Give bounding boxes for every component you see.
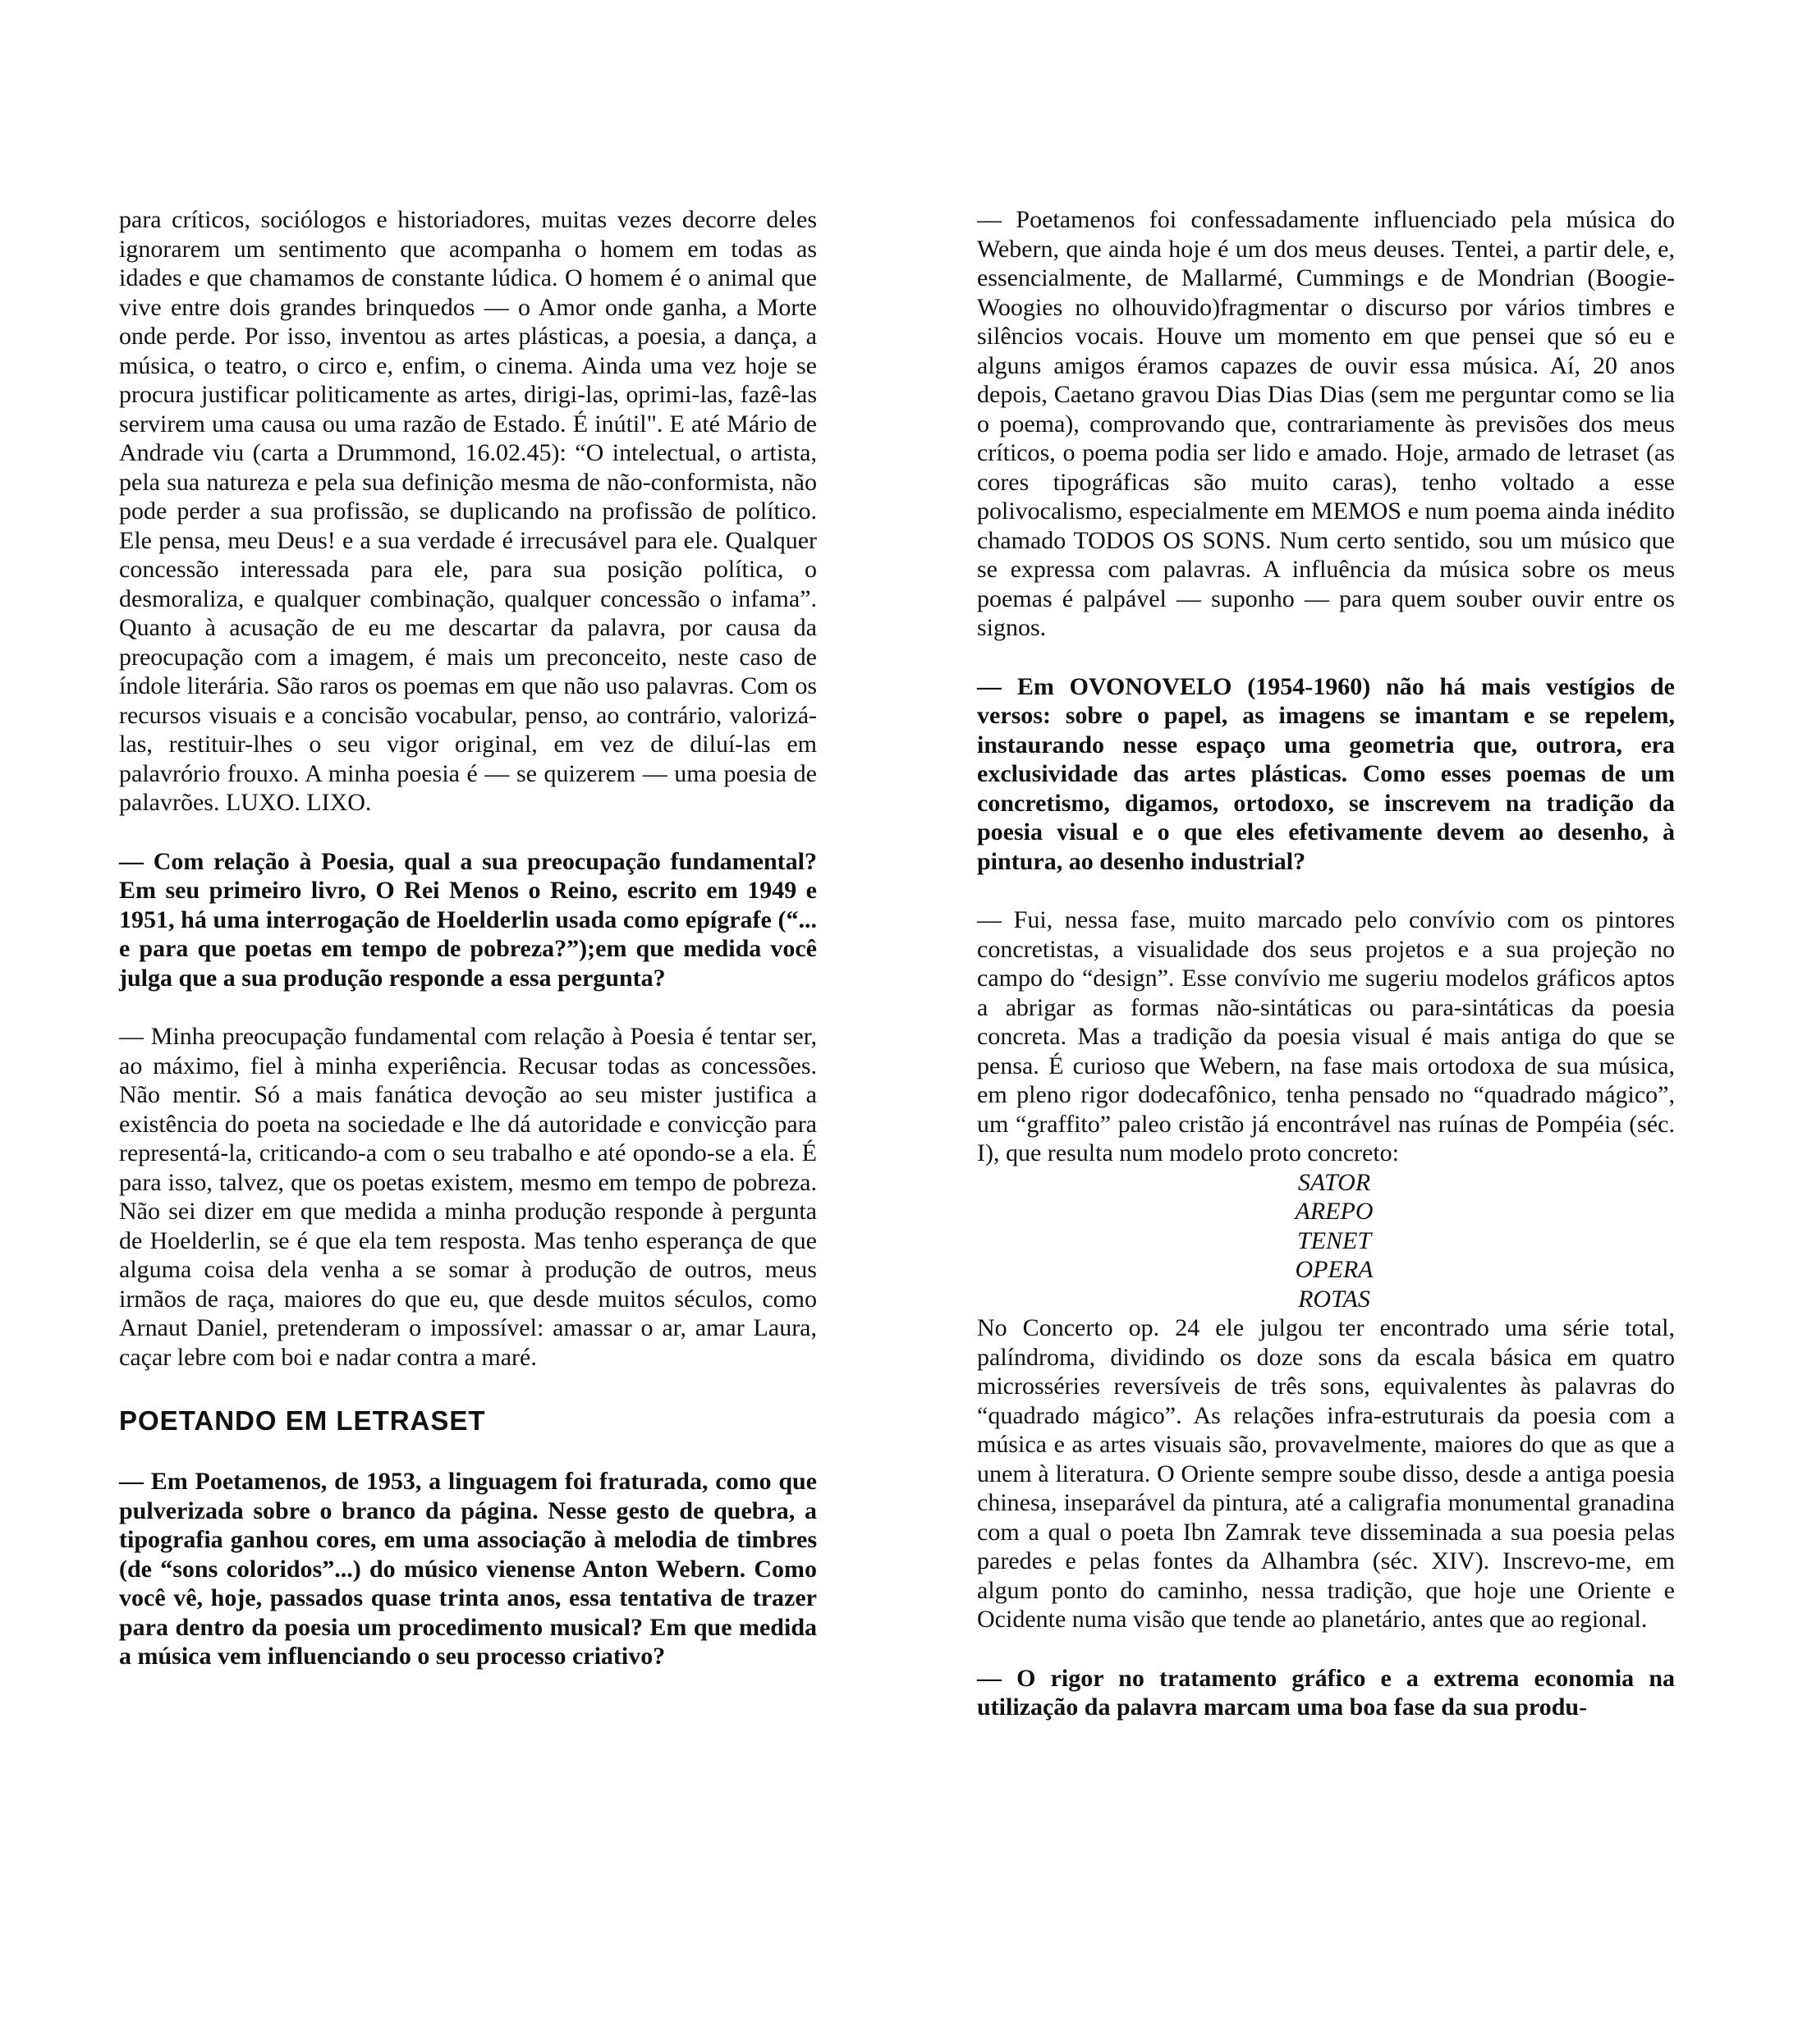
question-ovonovelo: — Em OVONOVELO (1954-1960) não há mais vestígios de versos: sobre o papel, as imagens se imantam e se repelem, instaurando nesse espaço uma geometria que, outrora, era exclusividade das artes plásticas. Como esses poemas de um concretismo, digamos, ortodoxo, se inscrevem na tradição da poesia visual e o que eles efetivamente devem ao desenho, à pintura, ao desenho industrial?: [977, 672, 1675, 875]
answer-poetamenos: — Poetamenos foi confessadamente influenciado pela música do Webern, que ainda hoje é um dos meus deuses. Tentei, a partir dele, e, essencialmente, de Mallarmé, Cummings e de Mondrian (Boogie-Woogies no olhouvido)fragmentar o discurso por vários timbres e silêncios vocais. Houve um momento em que pensei que só eu e alguns amigos éramos capazes de ouvir essa música. Aí, 20 anos depois, Caetano gravou Dias Dias Dias (sem me perguntar como se lia o poema), comprovando que, contrariamente às previsões dos meus críticos, o poema podia ser lido e amado. Hoje, armado de letraset (as cores tipográficas são muito caras), tenho voltado a esse polivocalismo, especialmente em MEMOS e num poema ainda inédito chamado TODOS OS SONS. Num certo sentido, sou um músico que se expressa com palavras. A influência da música sobre os meus poemas é palpável — suponho — para quem souber ouvir entre os signos.: [977, 206, 1675, 641]
poem-line: ROTAS: [1298, 1285, 1370, 1313]
left-column: [119, 205, 817, 1671]
question-graphic-rigor: — O rigor no tratamento gráfico e a extrema economia na utilização da palavra marcam uma boa fase da sua produ-: [977, 1664, 1675, 1721]
answer-ovonovelo: — Fui, nessa fase, muito marcado pelo convívio com os pintores concretistas, a visualidade dos seus projetos e a sua projeção no campo do “design”. Esse convívio me sugeriu modelos gráficos aptos a abrigar as formas não-sintáticas ou para-sintáticas da poesia concreta. Mas a tradição da poesia visual é mais antiga do que se pensa. É curioso que Webern, na fase mais ortodoxa de sua música, em pleno rigor dodecafônico, tenha pensado no “quadrado mágico”, um “graffito” paleo cristão já encontrável nas ruínas de Pompéia (séc. I), que resulta num modelo proto concreto:: [977, 906, 1675, 1166]
paragraph-intro: para críticos, sociólogos e historiadores, muitas vezes decorre deles ignorarem um sentimento que acompanha o homem em todas as idades e que chamamos de constante lúdica. O homem é o animal que vive entre dois grandes brinquedos — o Amor onde ganha, a Morte onde perde. Por isso, inventou as artes plásticas, a poesia, a dança, a música, o teatro, o circo e, enfim, o cinema. Ainda uma vez hoje se procura justificar politicamente as artes, dirigi-las, oprimi-las, fazê-las servirem uma causa ou uma razão de Estado. É inútil". E até Mário de Andrade viu (carta a Drummond, 16.02.45): “O intelectual, o artista, pela sua natureza e pela sua definição mesma de não-conformista, não pode perder a sua profissão, se duplicando na profissão de político. Ele pensa, meu Deus! e a sua verdade é irrecusável para ele. Qualquer concessão interessada para ele, para sua posição política, o desmoraliza, e qualquer combinação, qualquer concessão o infama”. Quanto à acusação de eu me descartar da palavra, por causa da preocupação com a imagem, é mais um preconceito, neste caso de índole literária. São raros os poemas em que não uso palavras. Com os recursos visuais e a concisão vocabular, penso, ao contrário, valorizá-las, restituir-lhes o seu vigor original, em vez de diluí-las em palavrório frouxo. A minha poesia é — se quizerem — uma poesia de palavrões. LUXO. LIXO.: [119, 206, 817, 816]
poem-line: TENET: [1296, 1226, 1372, 1254]
poem-line: SATOR: [1297, 1168, 1371, 1196]
sator-square-poem: [977, 1168, 1675, 1314]
poem-line: OPERA: [1295, 1256, 1374, 1283]
question-poetamenos: — Em Poetamenos, de 1953, a linguagem foi fraturada, como que pulverizada sobre o branco da página. Nesse gesto de quebra, a tipografia ganhou cores, em uma associação à melodia de timbres (de “sons coloridos”...) do músico vienense Anton Webern. Como você vê, hoje, passados quase trinta anos, essa tentativa de trazer para dentro da poesia um procedimento musical? Em que medida a música vem influenciando o seu processo criativo?: [119, 1468, 817, 1670]
answer-poetry-concern: — Minha preocupação fundamental com relação à Poesia é tentar ser, ao máximo, fiel à minha experiência. Recusar todas as concessões. Não mentir. Só a mais fanática devoção ao seu mister justifica a existência do poeta na sociedade e lhe dá autoridade e convicção para representá-la, criticando-a com o seu trabalho e até opondo-se a ela. É para isso, talvez, que os poetas existem, mesmo em tempo de pobreza. Não sei dizer em que medida a minha produção responde à pergunta de Hoelderlin, se é que ela tem resposta. Mas tenho esperança de que alguma coisa dela venha a se somar à produção de outros, meus irmãos de raça, maiores do que eu, que desde muitos séculos, como Arnaut Daniel, pretenderam o impossível: amassar o ar, amar Laura, caçar lebre com boi e nadar contra a maré.: [119, 1023, 817, 1371]
section-heading: POETANDO EM LETRASET: [119, 1405, 486, 1436]
right-column: [977, 205, 1675, 1722]
poem-line: AREPO: [1295, 1198, 1374, 1225]
question-poetry-concern: — Com relação à Poesia, qual a sua preocupação fundamental? Em seu primeiro livro, O Rei Menos o Reino, escrito em 1949 e 1951, há uma interrogação de Hoelderlin usada como epígrafe (“... e para que poetas em tempo de pobreza?”);em que medida você julga que a sua produção responde a essa pergunta?: [119, 847, 817, 992]
answer-ovonovelo-continued: No Concerto op. 24 ele julgou ter encontrado uma série total, palíndroma, dividindo os doze sons da escala básica em quatro microsséries reversíveis de três sons, equivalentes às palavras do “quadrado mágico”. As relações infra-estruturais da poesia com a música e as artes visuais são, provavelmente, maiores do que as que a unem à literatura. O Oriente sempre soube disso, desde a antiga poesia chinesa, inseparável da pintura, até a caligrafia monumental granadina com a qual o poeta Ibn Zamrak teve disseminada a sua poesia pelas paredes e pelas fontes da Alhambra (séc. XIV). Inscrevo-me, em algum ponto do caminho, nessa tradição, que hoje une Oriente e Ocidente numa visão que tende ao planetário, antes que ao regional.: [977, 1314, 1675, 1633]
